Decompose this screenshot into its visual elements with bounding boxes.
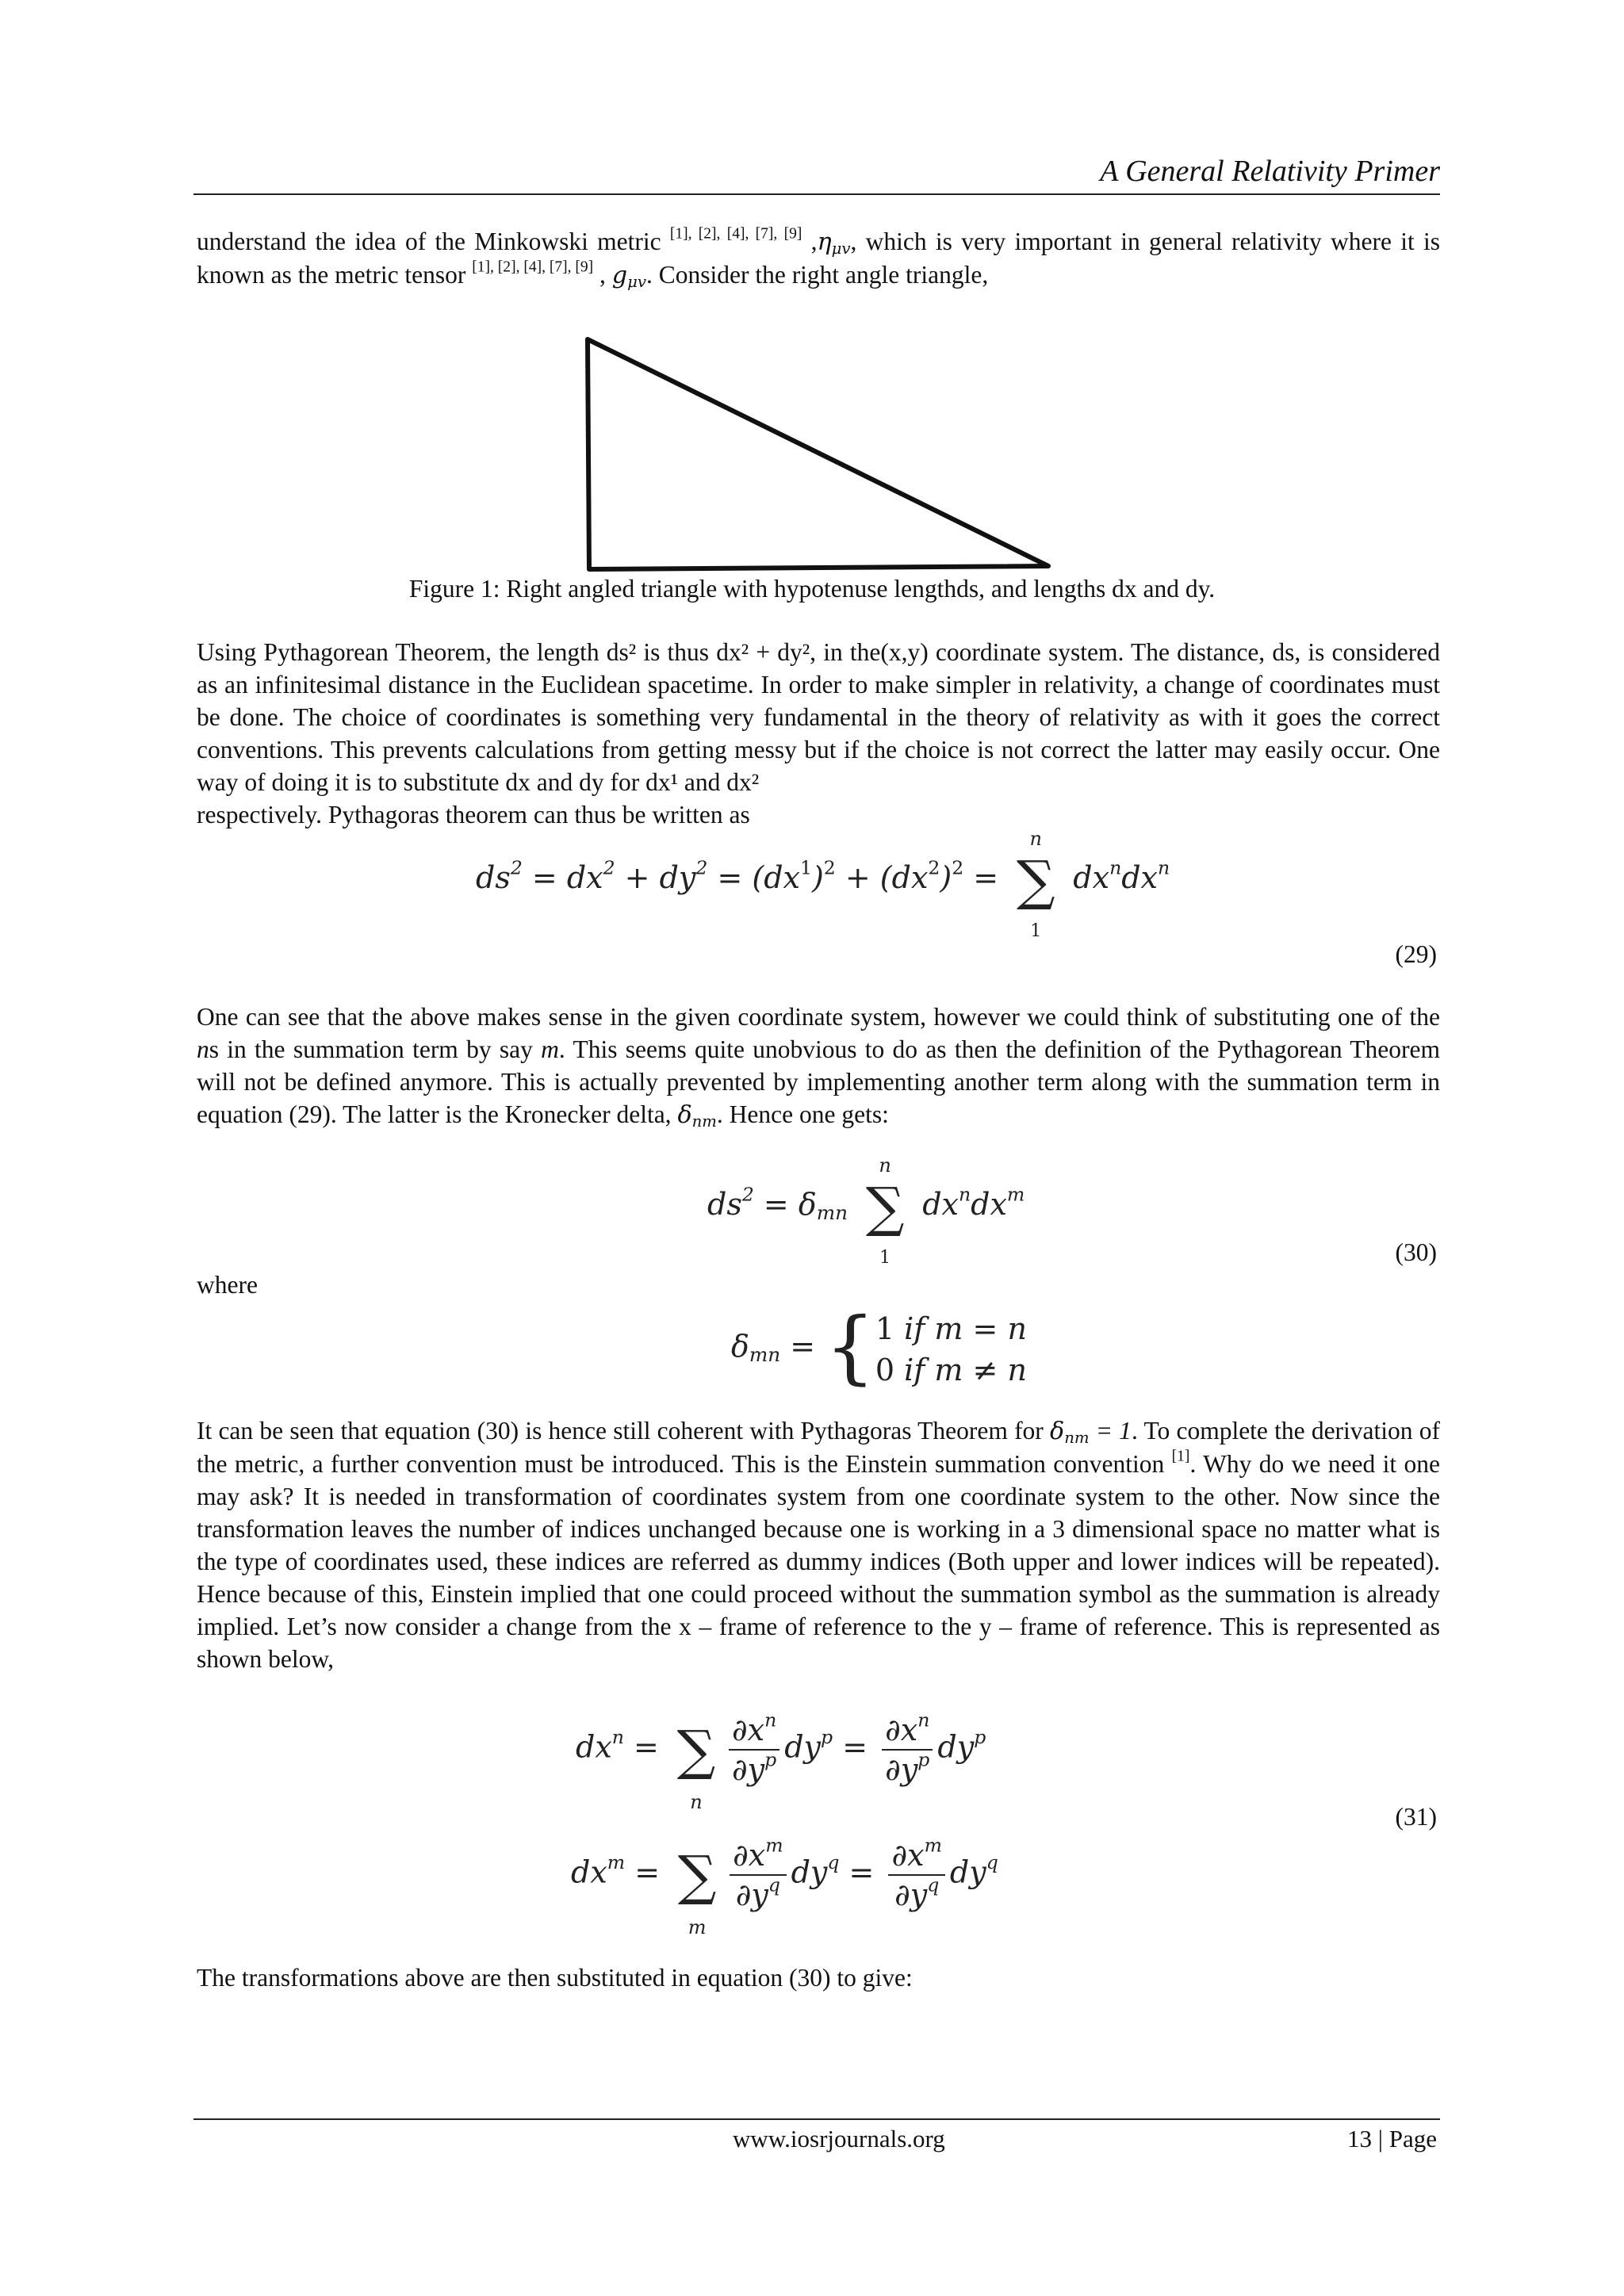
equation-number-29: (29) xyxy=(1395,940,1437,968)
paragraph-substitution: The transformations above are then substituted in equation (30) to give: xyxy=(197,1964,913,1992)
para1-text-1: understand the idea of the Minkowski metric xyxy=(197,228,661,255)
running-header-title: A General Relativity Primer xyxy=(1100,155,1440,188)
paragraph-einstein-summation xyxy=(197,1414,1440,1675)
para2-last-line: respectively. Pythagoras theorem can thus be written as xyxy=(197,801,750,828)
equation-29: $ds^2 = dx^2 + dy^2 = (dx^1)^2 + (dx^2)^2$ = n ∑ 1 $dx^ndx^n$ xyxy=(476,828,1170,941)
right-triangle-figure xyxy=(579,331,1071,579)
paragraph-kronecker xyxy=(197,1001,1440,1131)
para1-text-4: , xyxy=(593,261,606,289)
figure-caption: Figure 1: Right angled triangle with hypotenuse lengthds, and lengths dx and dy. xyxy=(408,575,1216,603)
para1-comma: , xyxy=(810,228,818,255)
para1-text-5: . Consider the right angle triangle, xyxy=(645,261,989,289)
eta-subscript: μv xyxy=(831,239,851,258)
para3-n: n xyxy=(197,1035,209,1063)
para1-text-3: , which is very important in general relativity where it is known as the metric tensor xyxy=(197,228,1441,289)
para4-value: = 1 xyxy=(1089,1417,1132,1445)
delta-letter: δ xyxy=(677,1101,692,1129)
equation-30-line-1: $ds^2 = \delta_{mn}$ n ∑ 1 $dx^ndx^m$ xyxy=(707,1154,1025,1268)
g-subscript: μv xyxy=(627,272,646,291)
footer-page-number: 13 | Page xyxy=(1347,2125,1437,2152)
footer-divider xyxy=(193,2118,1440,2120)
para4-text-4: . Why do we need it one may ask? It is needed in transformation of coordinates system from one coordinate system to the other. Now since the transformation leaves the number of indices unchanged because one is working in a 3 dimensional space no matter what is the type of coordinates used, these indices are referred as dummy indices (Both upper and lower indices will be repeated). Hence because of this, Einstein implied that one could proceed without the summation symbol as the summation is already implied. Let’s now consider a change from the x – frame of reference to the y – frame of reference. This is represented as shown below, xyxy=(197,1450,1441,1673)
footer-website-link[interactable]: www.iosrjournals.org xyxy=(733,2125,945,2152)
para3-text-3: . This seems quite unobvious to do as then the definition of the Pythagorean Theorem will not be defined anymore. This is actually prevented by implementing another term along with the summation term in equation (29). The latter is the Kronecker delta, xyxy=(197,1035,1440,1128)
para3-text-2: s in the summation term by say xyxy=(209,1035,542,1063)
para3-m: m xyxy=(541,1035,559,1063)
citation-ref: [1], [2], [4], [7], [9] xyxy=(669,225,802,243)
delta-subscript: nm xyxy=(691,1112,717,1131)
equation-number-31: (31) xyxy=(1395,1803,1437,1831)
kronecker-delta-symbol xyxy=(1050,1418,1089,1445)
para3-text-4: . Hence one gets: xyxy=(716,1100,889,1128)
para2-text: Using Pythagorean Theorem, the length ds² is thus dx² + dy², in the(x,y) coordinate system. The distance, ds, is considered as an infinitesimal distance in the Euclidean spacetime. In order to make simpler in relativity, a change of coordinates must be done. The choice of coordinates is something very fundamental in the theory of relativity as with it goes the correct conventions. This prevents calculations from getting messy but if the choice is not correct the latter may easily occur. One way of doing it is to substitute dx and dy for dx¹ and dx² xyxy=(197,638,1440,796)
header-divider xyxy=(193,193,1440,195)
para4-text-3: . To complete the derivation of the metric, a further convention must be introduced. This is the Einstein summation convention xyxy=(197,1417,1440,1478)
equation-30-kronecker-definition: $\delta_{mn} = \{1$ if m = n 0 if m ≠ n xyxy=(731,1300,1027,1393)
citation-ref: [1] xyxy=(1171,1448,1190,1465)
eta-letter: η xyxy=(817,228,832,256)
citation-ref: [1], [2], [4], [7], [9] xyxy=(472,258,594,276)
eta-symbol xyxy=(818,228,851,256)
equation-number-30: (30) xyxy=(1395,1238,1437,1266)
delta-subscript: nm xyxy=(1064,1428,1090,1447)
equation-31-line-1: $dx^n$ = ∑ n $\frac{\partial x^n}{\partial y^p}$ $dy^p$ = $\frac{\partial x^n}{\partial y^p}$ $dy^p$ xyxy=(576,1709,986,1813)
g-letter: g xyxy=(611,262,628,289)
paragraph-pythagorean xyxy=(197,636,1440,831)
para3-text-1: One can see that the above makes sense in the given coordinate system, however we could think of substituting one of the xyxy=(197,1003,1440,1031)
paragraph-minkowski-intro xyxy=(197,225,1440,292)
where-label: where xyxy=(197,1271,258,1299)
equation-31-line-2: $dx^m$ = ∑ m $\frac{\partial x^m}{\partial y^q}$ $dy^q$ = $\frac{\partial x^m}{\partial y^q}$ $dy^q$ xyxy=(571,1834,998,1938)
metric-tensor-symbol xyxy=(612,262,646,289)
para4-text-1: It can be seen that equation (30) is hence still coherent with Pythagoras Theorem for xyxy=(197,1417,1051,1445)
triangle-outline xyxy=(588,339,1048,569)
delta-letter: δ xyxy=(1050,1418,1065,1445)
kronecker-delta-symbol xyxy=(677,1101,716,1129)
